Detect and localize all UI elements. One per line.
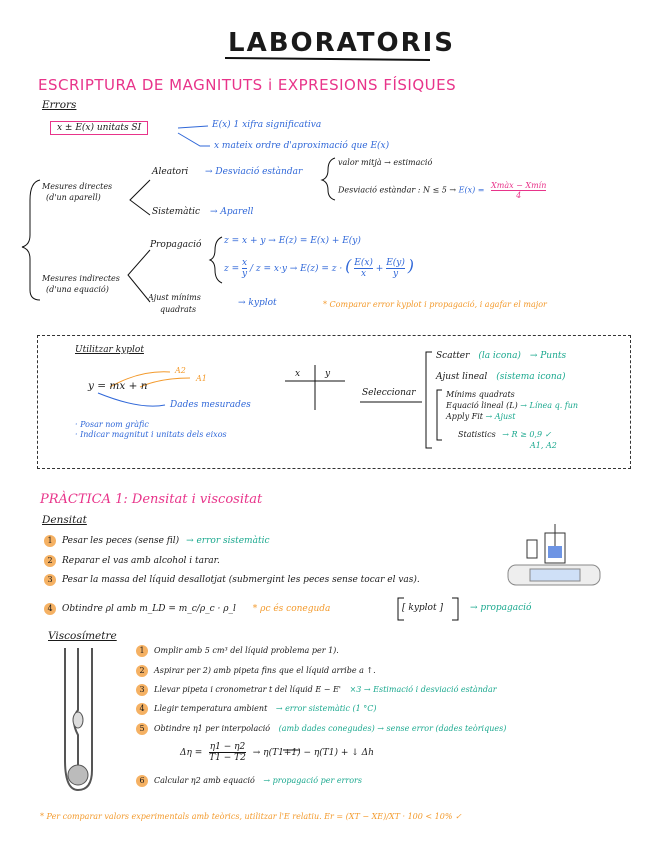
- kyplot-dades: Dades mesurades: [170, 400, 251, 410]
- mesures-directes-sub: (d'un aparell): [46, 193, 101, 202]
- kyplot-bullet-1: · Posar nom gràfic: [75, 420, 149, 429]
- kyplot-table-x: x: [295, 369, 301, 379]
- visc-step-5: 5 Obtindre η1 per interpolació (amb dades conegudes) → sense error (dades teòriques): [136, 723, 506, 735]
- practica-heading: PRÀCTICA 1: Densitat i viscositat: [40, 492, 263, 507]
- propagacio-line1: z = x + y → E(z) = E(x) + E(y): [224, 236, 361, 246]
- propagacio-line2: z = $\frac{x}{y}$ / z = x·y → E(z) = z · ( $\frac{E(x)}{x}$ + $\frac{E(y)}{y}$ ): [224, 256, 414, 279]
- kyplot-ajust-lineal: Ajust lineal (sistema icona): [436, 372, 566, 382]
- aleatori-line2: Desviació estàndar : N ≤ 5 → E(x) = Xmàx − Xmín 4: [338, 181, 547, 200]
- densitat-step-3: 3 Pesar la massa del líquid desallotjat (submergint les peces sense tocar el vas).: [44, 574, 420, 586]
- visc-step-6: 6 Calcular η2 amb equació → propagació per errors: [136, 775, 362, 787]
- kyplot-sub-2: Equació lineal (L) → Línea q. fun: [446, 401, 579, 410]
- visc-step-4: 4 Llegir temperatura ambient → error sistemàtic (1 °C): [136, 703, 377, 715]
- mesures-indirectes-label: Mesures indirectes: [42, 274, 120, 283]
- visc-step-3: 3 Llevar pipeta i cronometrar t del líquid E − E' ×3 → Estimació i desviació estàndar: [136, 684, 497, 696]
- visc-step-2: 2 Aspirar per 2) amb pipeta fins que el líquid arribe a ↑.: [136, 665, 376, 677]
- kyplot-sub-3: Apply Fit → Ajust: [446, 412, 516, 421]
- densitat-propagacio: → propagació: [470, 603, 532, 613]
- mesures-directes-label: Mesures directes: [42, 182, 113, 191]
- densitat-step-1: 1 Pesar les peces (sense fil) → error sistemàtic: [44, 535, 270, 547]
- errors-heading: Errors: [42, 99, 77, 111]
- ajust-label: Ajust mínims: [148, 293, 201, 302]
- kyplot-equation: y = mx + n: [88, 380, 148, 392]
- ajust-note: * Comparar error kyplot i propagació, i agafar el major: [323, 300, 547, 309]
- errors-arrow-1: E(x) 1 xifra significativa: [212, 120, 322, 130]
- footer-note: * Per comparar valors experimentals amb teòrics, utilitzar l'E relatiu. Er = (XT − XE)/XT · 100 < 10% ✓: [40, 812, 462, 821]
- kyplot-scatter: Scatter (la icona) → Punts: [436, 351, 567, 361]
- kyplot-sub-1: Mínims quadrats: [446, 390, 515, 399]
- aleatori-arrow: → Desviació estàndar: [205, 167, 303, 177]
- visc-step-1: 1 Omplir amb 5 cm³ del líquid problema per 1).: [136, 645, 339, 657]
- mesures-indirectes-sub: (d'una equació): [46, 285, 109, 294]
- ajust-label-2: quadrats: [160, 305, 197, 314]
- section-subtitle: ESCRIPTURA DE MAGNITUTS i EXPRESIONS FÍSIQUES: [38, 76, 457, 94]
- kyplot-heading: Utilitzar kyplot: [75, 345, 144, 355]
- ajust-arrow: → kyplot: [238, 298, 277, 308]
- kyplot-stat: Statistics → R ≥ 0,9 ✓: [458, 430, 552, 439]
- kyplot-table-y: y: [325, 369, 331, 379]
- kyplot-seleccionar: Seleccionar: [362, 388, 416, 398]
- errors-box: x ± E(x) unitats SI: [50, 121, 148, 135]
- propagacio-label: Propagació: [150, 240, 202, 250]
- sistematic-label: Sistemàtic: [152, 207, 201, 217]
- delta-eta: Δη = $\frac{\eta 1 - \eta 2}{T1 - T2}$ → η(T1+1) − η(T1) + ↓ Δh: [180, 742, 374, 763]
- viscosimetre-heading: Viscosímetre: [48, 630, 117, 642]
- errors-arrow-2: x mateix ordre d'aproximació que E(x): [214, 141, 390, 151]
- densitat-step-2: 2 Reparar el vas amb alcohol i tarar.: [44, 555, 220, 567]
- densitat-heading: Densitat: [42, 514, 87, 526]
- kyplot-stat-a: A1, A2: [530, 441, 557, 450]
- aleatori-line1: valor mitjà → estimació: [338, 158, 433, 167]
- kyplot-a2: A2: [175, 366, 186, 375]
- densitat-kyplot: [ kyplot ]: [402, 603, 443, 613]
- sistematic-arrow: → Aparell: [210, 207, 254, 217]
- aleatori-label: Aleatori: [152, 167, 189, 177]
- page-title: LABORATORIS: [228, 28, 455, 58]
- kyplot-bullet-2: · Indicar magnitut i unitats dels eixos: [75, 430, 227, 439]
- densitat-step-4: 4 Obtindre ρl amb m_LD = m_c/ρ_c · ρ_l * ρc és coneguda: [44, 603, 330, 615]
- kyplot-a1: A1: [196, 374, 207, 383]
